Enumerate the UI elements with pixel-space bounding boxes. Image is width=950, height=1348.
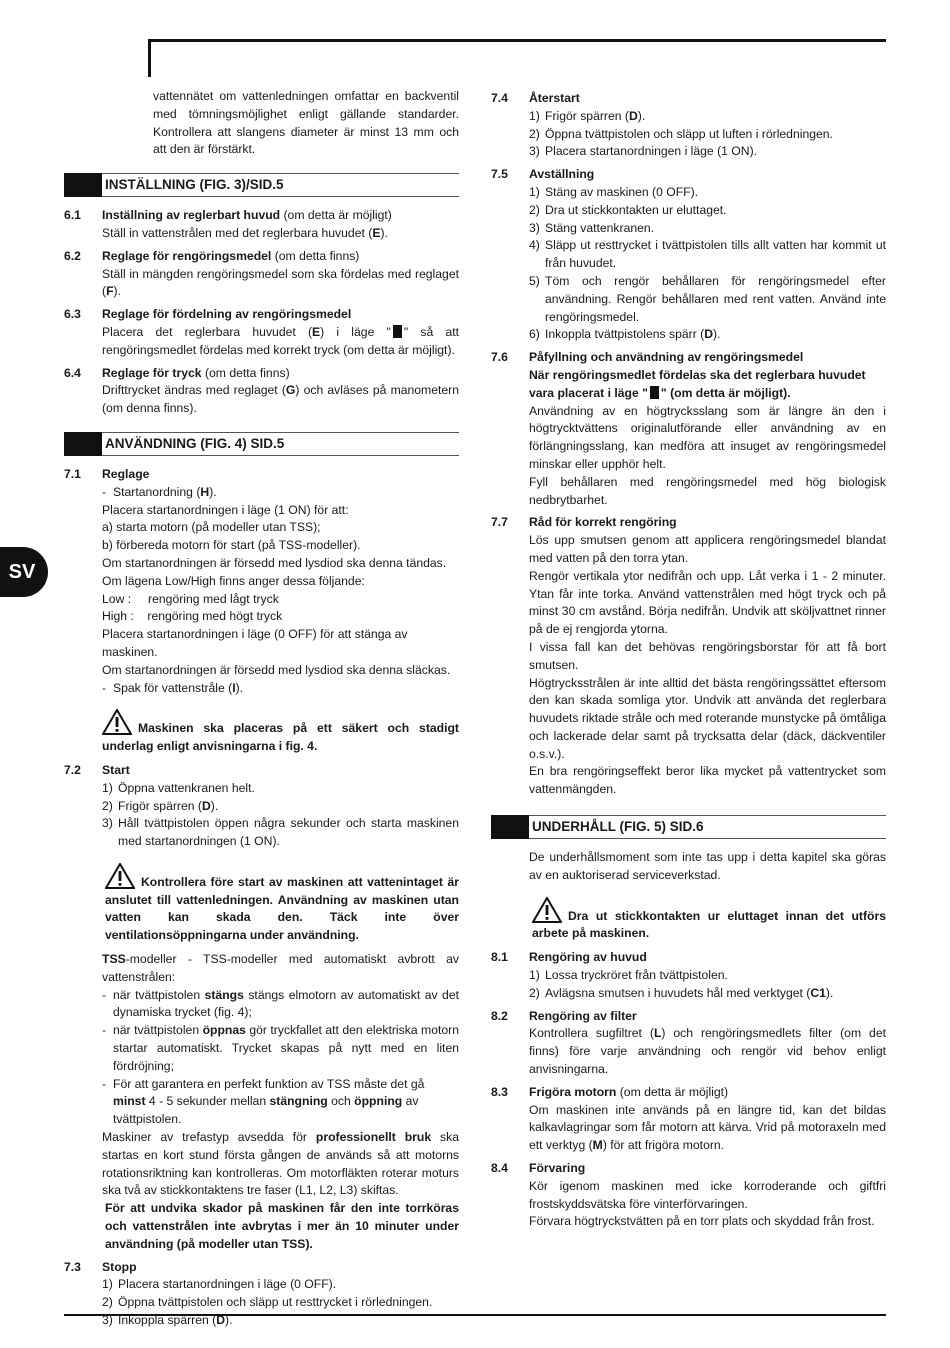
list-item: 3) Stäng vattenkranen. [529,220,655,235]
item-number: 7.4 [491,91,508,105]
item-7-1 [64,466,459,697]
item-7-2 [64,762,459,851]
warning-box [64,709,459,756]
item-number: 7.1 [64,466,81,481]
tss-block [64,951,459,1254]
item-text: Lös upp smutsen genom att applicera rengöringsmedel blandat med vatten på den torra ytan. [529,533,886,565]
list-item: 1) Lossa tryckröret från tvättpistolen. [529,968,728,983]
maintenance-intro: De underhållsmoment som inte tas upp i detta kapitel ska göras av en auktoriserad serviceverkstad. [529,850,886,882]
item-text: Rengör vertikala ytor nedifrån och upp. Låt verka i 1 - 2 minuter. Ytan får inte torka. Använd vattenstrålen med högt tryck och på minst 30 cm avstånd. Börja nedifrån. Undvik att sköljvattnet rinner på de ej rengjorda ytorna. [529,568,886,637]
numbered-list [529,108,886,161]
item-heading-note: (om detta är möjligt) [280,208,392,223]
section-installation [64,173,459,197]
item-number: 8.2 [491,1008,508,1023]
warning-text: Dra ut stickkontakten ur eluttaget innan det utförs arbete på maskinen. [532,908,886,941]
item-number: 7.3 [64,1259,81,1274]
item-text: Ställ in mängden rengöringsmedel som ska fördelas med reglaget (F). [102,266,459,299]
item-7-4 [491,90,886,161]
item-8-2 [491,1008,886,1079]
list-item: 6) Inkoppla tvättpistolens spärr (D). [529,327,721,342]
numbered-list [102,780,459,851]
list-item: - Spak för vattenstråle (I). [102,680,244,695]
item-text: Om startanordningen är försedd med lysdiod ska denna släckas. [102,662,451,677]
item-heading: Reglage [102,466,150,481]
item-6-1 [64,207,459,243]
item-8-1 [491,949,886,1002]
list-item: 4) Släpp ut resttrycket i tvättpistolen tills allt vatten har kommit ut från huvudet. [529,238,886,271]
item-text: Placera det reglerbara huvudet (E) i läge " " så att rengöringsmedlet fördelas med korrekt tryck (om detta är möjligt). [102,324,460,357]
item-heading: Frigöra motorn [529,1084,617,1099]
item-number: 7.5 [491,167,508,182]
section-title: INSTÄLLNING (FIG. 3)/SID.5 [102,173,459,197]
section-usage [64,432,459,456]
item-8-4 [491,1160,886,1231]
section-marker [491,815,529,839]
list-item: - när tvättpistolen stängs stängs elmotorn av automatiskt av det dynamiska trycket (fig. 4); [102,987,459,1020]
item-number: 8.3 [491,1084,508,1099]
item-number: 8.4 [491,1161,508,1176]
item-text: Om maskinen inte används på en längre tid, kan det bildas kalkavlagringar som får motorn att kärva. Vrid på motoraxeln med ett verktyg (M) för att frigöra motorn. [529,1102,886,1153]
item-number: 6.4 [64,365,81,380]
list-item: 2) Avlägsna smutsen i huvudets hål med verktyget (C1). [529,985,834,1000]
right-column [491,88,886,1231]
list-item: - För att garantera en perfekt funktion av TSS måste det gå minst 4 - 5 sekunder mellan stängning och öppning av tvättpistolen. [102,1076,425,1127]
item-heading-note: (om detta finns) [271,248,360,263]
item-text: a) starta motorn (på modeller utan TSS); [102,520,321,535]
warning-triangle-icon [102,709,132,735]
bold-note: För att undvika skador på maskinen får den inte torrköras och vattenstrålen inte avbrytas i mer än 10 minuter under användning (på modeller utan TSS). [105,1201,459,1251]
item-7-5 [491,166,886,344]
item-heading: Återstart [529,91,580,105]
item-text: Maskiner av trefastyp avsedda för professionellt bruk ska startas en kort stund första gången de används så att motorns rotationsriktning kan kontrolleras. Om motorfläkten roterar moturs ska två av stickkontaktens tre faser (L1, L2, L3) skiftas. [102,1130,459,1198]
list-item: 2) Dra ut stickkontakten ur eluttaget. [529,202,727,217]
item-heading-note: (om detta är möjligt) [616,1084,729,1099]
list-item: 1) Öppna vattenkranen helt. [102,780,255,795]
item-number: 6.2 [64,248,81,263]
detergent-symbol-icon [650,386,659,399]
item-6-3 [64,306,459,359]
list-item: 3) Håll tvättpistolen öppen några sekunder och starta maskinen med startanordningen (1 ON). [102,816,459,849]
list-item: - Startanordning (H). [102,484,217,499]
item-text: TSS-modeller - TSS-modeller med automatiskt avbrott av vattenstrålen: [102,952,459,984]
item-text: High : rengöring med högt tryck [102,609,283,624]
item-number: 8.1 [491,950,508,965]
item-text: Användning av en högtrycksslang som är längre än den i högtrycktvättens originalutförande eller användning av en förlängningsslang, kan medföra att insuget av rengöringsmedel minskar eller upphör helt. [529,403,886,471]
item-text: En bra rengöringseffekt beror lika mycket på vattentrycket som vattenmängden. [529,764,886,797]
item-number: 6.3 [64,307,81,322]
item-7-6 [491,349,886,509]
item-text: b) förbereda motorn för start (på TSS-modeller). [102,538,361,553]
top-rule-corner [148,39,151,77]
item-text: Placera startanordningen i läge (1 ON) för att: [102,502,349,517]
numbered-list [529,967,886,1003]
item-heading: Förvaring [529,1161,586,1176]
item-heading-note: (om detta finns) [201,365,290,380]
item-number: 7.7 [491,515,508,530]
list-item: 3) Inkoppla spärren (D). [102,1313,233,1328]
item-heading: Rengöring av filter [529,1008,637,1023]
language-tab: SV [0,547,48,597]
item-text: Placera startanordningen i läge (0 OFF) för att stänga av maskinen. [102,627,408,659]
item-8-3 [491,1084,886,1155]
item-number: 7.2 [64,762,81,777]
item-text: Om startanordningen är försedd med lysdiod ska denna tändas. [102,555,447,570]
top-rule [150,39,886,42]
item-heading: Reglage för rengöringsmedel [102,248,272,263]
numbered-list [529,184,886,344]
item-7-7 [491,514,886,799]
item-text: Fyll behållaren med rengöringsmedel med hög biologisk nedbrytbarhet. [529,474,886,507]
item-heading: Avställning [529,167,595,182]
section-title: ANVÄNDNING (FIG. 4) SID.5 [102,432,459,456]
warning-box [491,897,886,944]
item-text: Low : rengöring med lågt tryck [102,591,279,606]
section-marker [64,432,102,456]
section-title: UNDERHÅLL (FIG. 5) SID.6 [529,815,886,839]
item-text: Förvara högtryckstvätten på en torr plats och skyddad från frost. [529,1214,875,1229]
item-heading: Inställning av reglerbart huvud [102,208,281,223]
list-item: - när tvättpistolen öppnas gör tryckfallet att den elektriska motorn startar automatiskt. Trycket skapas på nytt med en liten fördröjning; [102,1023,459,1073]
list-item: 5) Töm och rengör behållaren för rengöringsmedel efter användning. Rengör behållaren med rent vatten. Använd inte rengöringsmedel. [529,273,886,324]
item-6-4 [64,365,459,418]
warning-triangle-icon [532,897,562,923]
item-7-3 [64,1259,459,1330]
section-marker [64,173,102,197]
item-text: Ställ in vattenstrålen med det reglerbara huvudet (E). [102,225,388,240]
list-item: 1) Stäng av maskinen (0 OFF). [529,184,699,199]
intro-text: vattennätet om vattenledningen omfattar en backventil med tömningsmöjlighet enligt gällande standarder. Kontrollera att slangens diameter är minst 13 mm och att den är förstärkt. [153,89,459,157]
warning-text: Maskinen ska placeras på ett säkert och stadigt underlag enligt anvisningarna i fig. 4. [102,721,459,754]
left-column [64,88,459,1330]
detergent-symbol-icon [393,325,402,338]
section-maintenance [491,815,886,839]
warning-text: Kontrollera före start av maskinen att vattenintaget är anslutet till vattenledningen. Användning av maskinen utan vatten kan skada den. Täck inte över ventilationsöppningarna under användning. [105,874,459,943]
item-text: I vissa fall kan det behövas rengöringsborstar för att få bort smutsen. [529,639,886,672]
item-heading: Start [102,762,130,777]
list-item: 3) Placera startanordningen i läge (1 ON). [529,144,758,159]
item-text: Kontrollera sugfiltret (L) och rengöringsmedlets filter (om det finns) före varje användning och rengör vid behov enligt anvisningarna. [529,1026,886,1077]
item-heading: Råd för korrekt rengöring [529,515,677,530]
item-number: 7.6 [491,350,508,365]
list-item: 1) Placera startanordningen i läge (0 OFF). [102,1277,337,1292]
item-heading: Rengöring av huvud [529,950,647,965]
item-text: Drifttrycket ändras med reglaget (G) och avläses på manometern (om denna finns). [102,383,459,416]
list-item: 1) Frigör spärren (D). [529,108,646,123]
item-text: Kör igenom maskinen med icke korroderande och giftfri frostskyddsvätska före vinterförvaringen. [529,1178,886,1211]
item-heading: Påfyllning och användning av rengöringsmedel [529,350,804,365]
item-heading: Reglage för tryck [102,365,202,380]
warning-box [64,863,459,945]
bold-note: När rengöringsmedlet fördelas ska det reglerbara huvudet vara placerat i läge " " (om detta är möjligt). [529,367,866,400]
item-6-2 [64,248,459,301]
item-heading: Reglage för fördelning av rengöringsmedel [102,307,352,322]
item-text: Om lägena Low/High finns anger dessa följande: [102,573,365,588]
numbered-list [102,1276,459,1329]
list-item: 2) Öppna tvättpistolen och släpp ut resttrycket i rörledningen. [102,1295,433,1310]
warning-triangle-icon [105,863,135,889]
item-text: Högtrycksstrålen är inte alltid det bästa rengöringssättet eftersom den kan skada somliga ytor. Undvik att använda det reglerbara huvudets riktade stråle och med roterande munstycke på ömtåliga och lackerade delar samt på trycksatta delar (däck, däckventiler o.s.v.). [529,675,886,761]
list-item: 2) Öppna tvättpistolen och släpp ut luften i rörledningen. [529,126,833,141]
list-item: 2) Frigör spärren (D). [102,798,219,813]
item-heading: Stopp [102,1259,137,1274]
item-number: 6.1 [64,208,81,223]
